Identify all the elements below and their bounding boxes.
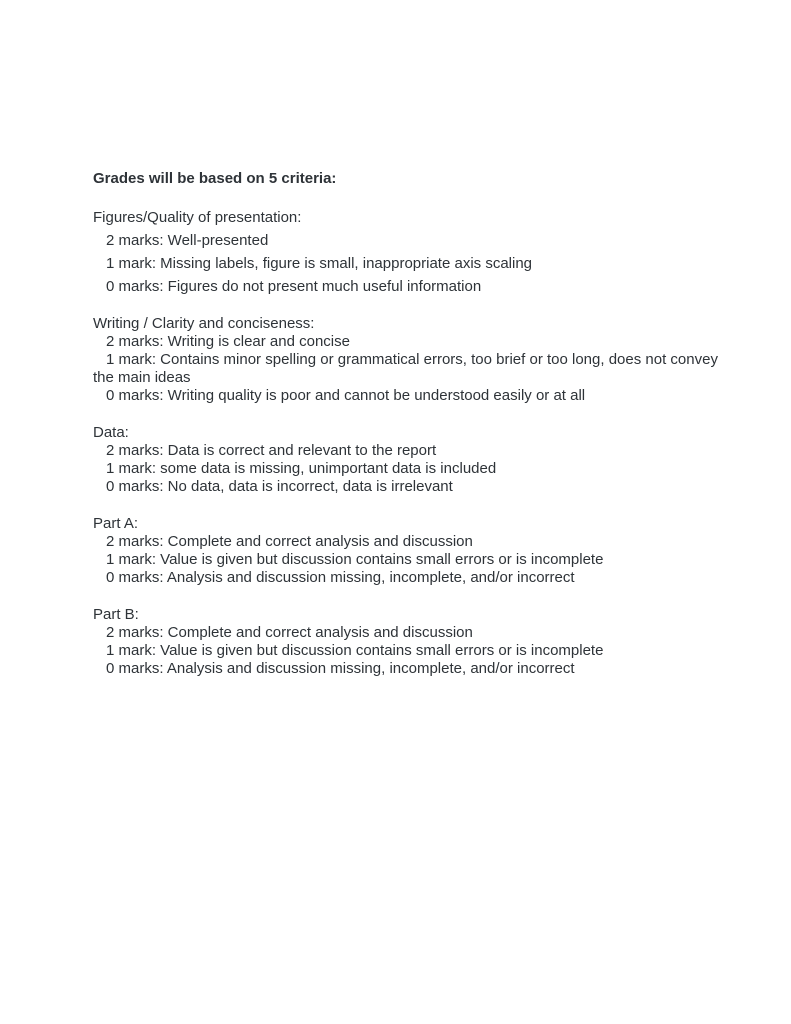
criterion-item: 0 marks: No data, data is incorrect, data is irrelevant xyxy=(106,478,453,495)
section-title: Part A: xyxy=(93,515,139,532)
criterion-item: 0 marks: Writing quality is poor and cannot be understood easily or at all xyxy=(106,387,586,404)
criterion-item: 1 mark: Missing labels, figure is small, inappropriate axis scaling xyxy=(106,255,533,272)
document-page xyxy=(93,170,733,697)
criterion-item: 1 mark: Value is given but discussion contains small errors or is incomplete xyxy=(106,551,604,568)
section-part-b xyxy=(93,606,733,678)
criterion-item: 2 marks: Well-presented xyxy=(106,232,269,249)
section-title: Part B: xyxy=(93,606,139,623)
section-data xyxy=(93,424,733,496)
criterion-item: 2 marks: Writing is clear and concise xyxy=(106,333,350,350)
criterion-item: 1 mark: Value is given but discussion contains small errors or is incomplete xyxy=(106,642,604,659)
criterion-item: 1 mark: Contains minor spelling or grammatical errors, too brief or too long, does not convey the main ideas xyxy=(93,351,718,386)
criterion-item: 1 mark: some data is missing, unimportant data is included xyxy=(106,460,497,477)
criterion-item: 2 marks: Data is correct and relevant to the report xyxy=(106,442,437,459)
section-title: Figures/Quality of presentation: xyxy=(93,209,302,226)
section-title: Data: xyxy=(93,424,129,441)
criterion-item: 2 marks: Complete and correct analysis and discussion xyxy=(106,624,473,641)
criteria-heading: Grades will be based on 5 criteria: xyxy=(93,170,337,187)
section-title: Writing / Clarity and conciseness: xyxy=(93,315,315,332)
criterion-item: 2 marks: Complete and correct analysis and discussion xyxy=(106,533,473,550)
section-writing xyxy=(93,315,733,405)
section-part-a xyxy=(93,515,733,587)
section-figures xyxy=(93,209,733,296)
criterion-item: 0 marks: Figures do not present much useful information xyxy=(106,278,482,295)
criterion-item: 0 marks: Analysis and discussion missing, incomplete, and/or incorrect xyxy=(106,569,575,586)
criterion-item: 0 marks: Analysis and discussion missing, incomplete, and/or incorrect xyxy=(106,660,575,677)
